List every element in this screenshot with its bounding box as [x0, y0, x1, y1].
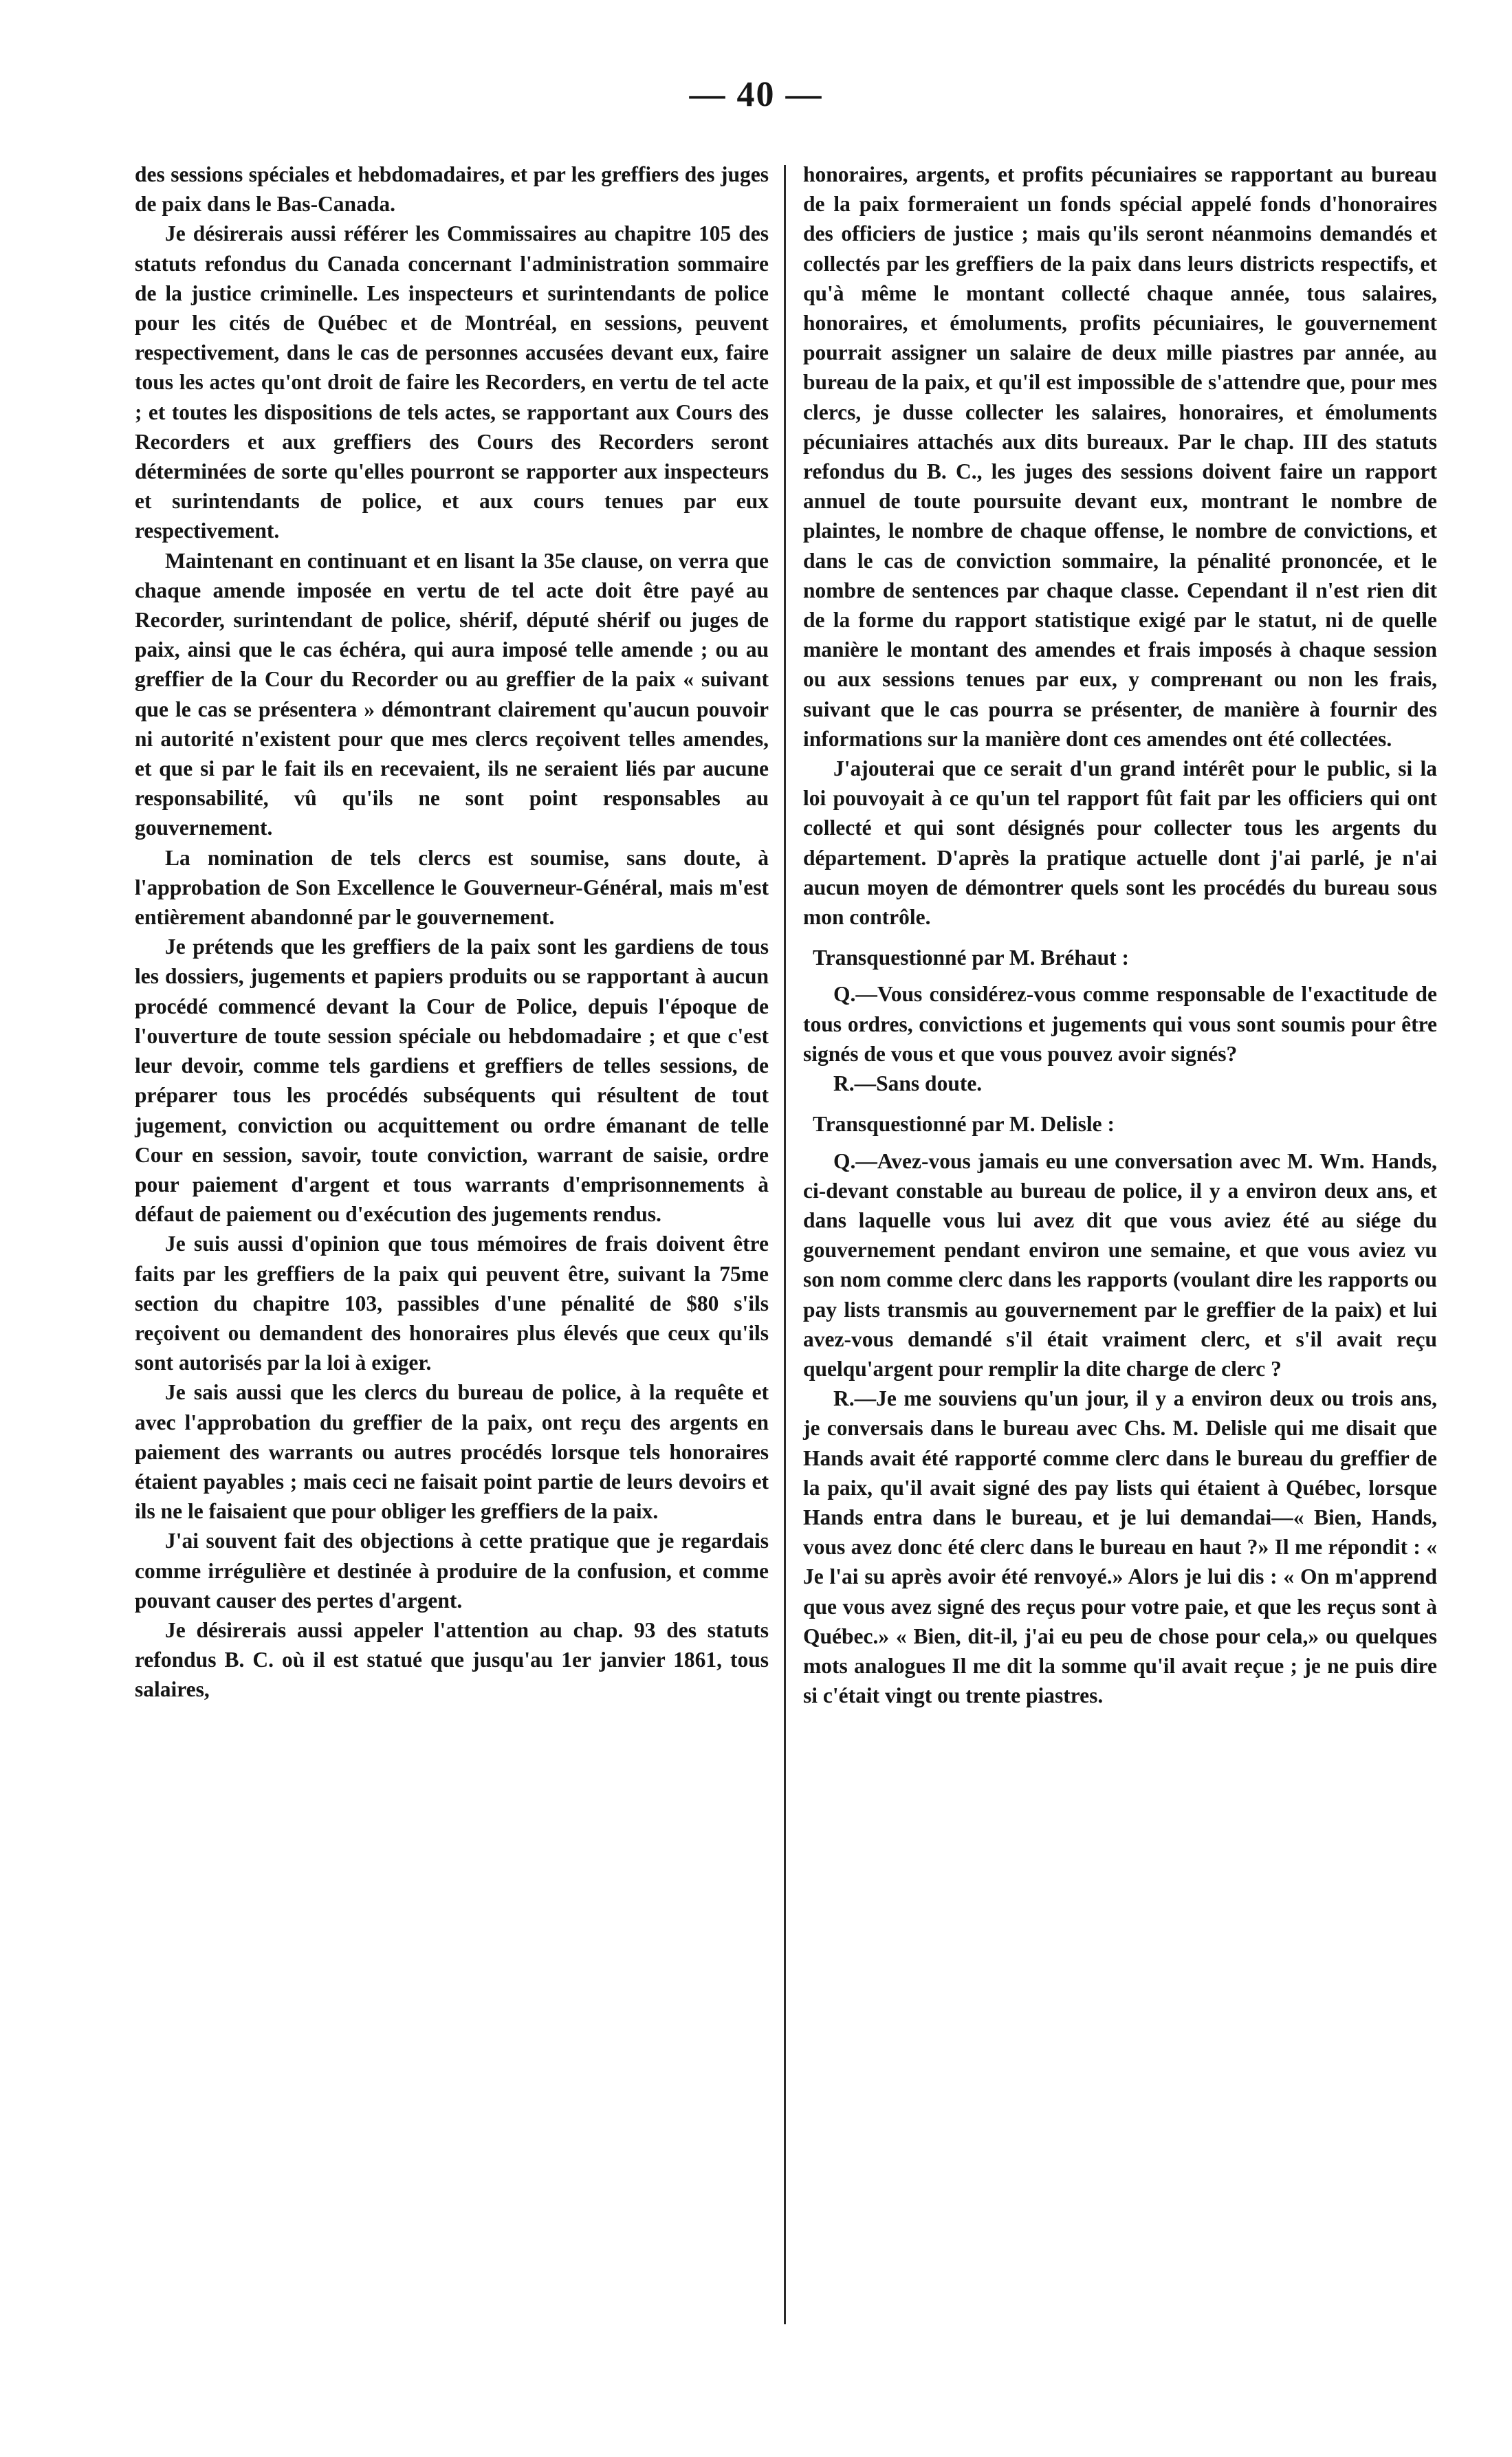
left-paragraph: Je désirerais aussi appeler l'attention au chap. 93 des statuts refondus B. C. où il est statué que jusqu'au 1er janvier 1861, tous salaires,	[135, 1617, 769, 1702]
left-paragraph: La nomination de tels clercs est soumise, sans doute, à l'approbation de Son Excellence le Gouverneur-Général, mais m'est entièrement abandonné par le gouvernement.	[135, 845, 769, 930]
cross-examination-heading-delisle: Transquestionné par M. Delisle :	[813, 1112, 1115, 1137]
left-paragraph: Je sais aussi que les clercs du bureau de police, à la requête et avec l'approbation du greffier de la paix, ont reçu des argents en paiement des warrants ou autres procédés lorsque tels honoraires étaient payables ; mais ceci ne faisait point partie de leurs devoirs et ils ne le faisaient que pour obliger les greffiers de la paix.	[135, 1380, 769, 1524]
left-paragraph: J'ai souvent fait des objections à cette pratique que je regardais comme irrégulière et destinée à produire de la confusion, et comme pouvant causer des pertes d'argent.	[135, 1529, 769, 1613]
page-number: — 40 —	[689, 75, 823, 114]
left-paragraph: Je prétends que les greffiers de la paix sont les gardiens de tous les dossiers, jugements et papiers produits ou se rapportant à aucun procédé commencé devant la Cour de Police, depuis l'époque de l'ouverture de toute session spéciale ou hebdomadaire ; et que c'est leur devoir, comme tels gardiens et greffiers de telles sessions, de préparer tous les procédés subséquents qui résultent de tout jugement, conviction ou acquittement ou ordre émanant de telle Cour en session, savoir, toute conviction, warrant de saisie, ordre pour paiement d'argent et tous warrants d'emprisonnements à défaut de paiement ou d'exécution des jugements rendus.	[135, 935, 769, 1227]
question-paragraph: Q.—Avez-vous jamais eu une conversation avec M. Wm. Hands, ci-devant constable au bureau de police, il y a environ deux ans, et dans laquelle vous lui avez dit que vous aviez été au siége du gouvernement pendant environ une semaine, et que vous aviez vu son nom comme clerc dans les rapports (voulant dire les rapports ou pay lists transmis au gouvernement par le greffier de la paix) et lui avez-vous demandé s'il était vraiment clerc, et s'il avait reçu quelqu'argent pour remplir la dite charge de clerc ?	[803, 1148, 1437, 1381]
left-column	[135, 160, 769, 1705]
right-paragraph: honoraires, argents, et profits pécuniaires se rapportant au bureau de la paix formeraient un fonds spécial appelé fonds d'honoraires des officiers de justice ; mais qu'ils seront néanmoins demandés et collectés par les greffiers de la paix dans leurs districts respectifs, et qu'à même le montant collecté chaque année, tous salaires, honoraires, et émoluments, profits pécuniaires, le gouvernement pourrait assigner un salaire de deux mille piastres par année, au bureau de la paix, et qu'il est impossible de s'attendre que, pour mes clercs, je dusse collecter les salaires, honoraires, et émoluments pécuniaires attachés aux dits bureaux. Par le chap. III des statuts refondus du B. C., les juges des sessions doivent faire un rapport annuel de toute poursuite devant eux, montrant le nombre de plaintes, le nombre de chaque offense, le nombre de convictions, et dans le cas de conviction sommaire, la pénalité prononcée, et le nombre de sentences par chaque classe. Cependant il n'est rien dit de la forme du rapport statistique exigé par le statut, ni de quelle manière le montant des amendes et frais imposés à chaque session ou aux sessions tenues par eux, y compreнant ou non les frais, suivant que le cas pourra se présenter, de manière à fournir des informations sur la manière dont ces amendes ont été collectées.	[803, 162, 1437, 751]
right-paragraph: J'ajouterai que ce serait d'un grand intérêt pour le public, si la loi pouvoyait à ce qu'un tel rapport fût fait par les officiers qui ont collecté et qui sont désignés pour collecter tous les argents du département. D'après la pratique actuelle dont j'ai parlé, je n'ai aucun moyen de démontrer quels sont les procédés du bureau sous mon contrôle.	[803, 756, 1437, 930]
answer-paragraph: R.—Sans doute.	[833, 1071, 983, 1096]
left-paragraph: Je désirerais aussi référer les Commissaires au chapitre 105 des statuts refondus du Canada concernant l'administration sommaire de la justice criminelle. Les inspecteurs et surintendants de police pour les cités de Québec et de Montréal, en sessions, peuvent respectivement, dans le cas de personnes accusées devant eux, faire tous les actes qu'ont droit de faire les Recorders, en vertu de tel acte ; et toutes les dispositions de tels actes, se rapportant aux Cours des Recorders et aux greffiers des Cours des Recorders seront déterminées de sorte qu'elles pourront se rapporter aux inspecteurs et surintendants de police, et aux cours tenues par eux respectivement.	[135, 221, 769, 543]
left-paragraph: Maintenant en continuant et en lisant la 35e clause, on verra que chaque amende imposée en vertu de tel acte doit être payé au Recorder, surintendant de police, shérif, député shérif ou juges de paix, ainsi que le cas échéra, qui aura imposé telle amende ; ou au greffier de la Cour du Recorder ou au greffier de la paix « suivant que le cas se présentera » démontrant clairement qu'aucun pouvoir ni autorité n'existent pour que mes clercs reçoivent telles amendes, et que si par le fait ils en recevaient, ils ne seraient liés par aucune responsabilité, vû qu'ils ne sont point responsables au gouvernement.	[135, 548, 769, 840]
question-paragraph: Q.—Vous considérez-vous comme responsable de l'exactitude de tous ordres, convictions et jugements qui vous sont soumis pour être signés de vous et que vous pouvez avoir signés?	[803, 982, 1437, 1066]
right-column	[803, 160, 1437, 1710]
answer-paragraph: R.—Je me souviens qu'un jour, il y a environ deux ou trois ans, je conversais dans le bureau avec Chs. M. Delisle qui me disait que Hands avait été rapporté comme clerc dans le bureau du greffier de la paix, qu'il avait signé des pay lists qui étaient à Québec, lorsque Hands entra dans le bureau, et je lui demandai—« Bien, Hands, vous avez donc été clerc dans le bureau en haut ?» Il me répondit : « Je l'ai su après avoir été renvoyé.» Alors je lui dis : « On m'apprend que vous avez signé des reçus pour votre paie, et que les reçus sont à Québec.» « Bien, dit-il, j'ai eu peu de chose pour cela,» ou quelques mots analogues Il me dit la somme qu'il avait reçue ; je ne puis dire si c'était vingt ou trente piastres.	[803, 1386, 1437, 1708]
left-paragraph: des sessions spéciales et hebdomadaires, et par les greffiers des juges de paix dans le Bas-Canada.	[135, 162, 769, 217]
left-paragraph: Je suis aussi d'opinion que tous mémoires de frais doivent être faits par les greffiers de la paix qui peuvent être, suivant la 75me section du chapitre 103, passibles d'une pénalité de $80 s'ils reçoivent ou demandent des honoraires plus élevés que ceux qu'ils sont autorisés par la loi à exiger.	[135, 1232, 769, 1375]
column-divider	[784, 165, 786, 2324]
cross-examination-heading-brehaut: Transquestionné par M. Bréhaut :	[813, 946, 1129, 970]
